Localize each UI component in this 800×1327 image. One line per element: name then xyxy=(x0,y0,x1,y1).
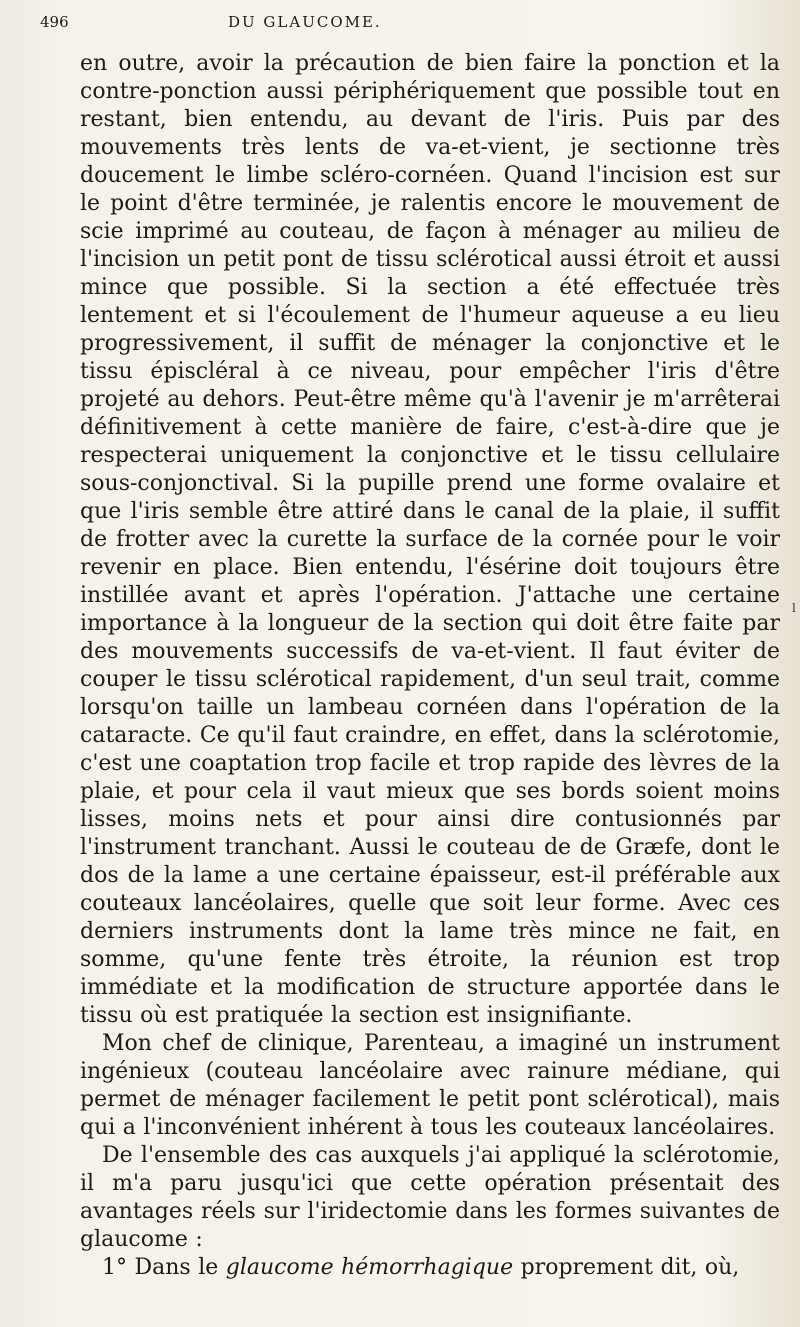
running-title: DU GLAUCOME. xyxy=(228,13,382,31)
page-number: 496 xyxy=(40,13,69,31)
paragraph-2: Mon chef de clinique, Parenteau, a imaginé un instrument ingénieux (couteau lancéolaire avec rainure médiane, qui permet de ménager facilement le petit pont sclérotical), mais qui a l'inconvénient inhérent à tous les couteaux lancéolaires. xyxy=(80,1031,780,1140)
paragraph-4-italic-term: glaucome hémorrhagique xyxy=(225,1255,514,1280)
running-head xyxy=(40,10,770,34)
paragraph-4-prefix: 1° Dans le xyxy=(102,1255,226,1280)
paragraph-1: en outre, avoir la précaution de bien faire la ponction et la contre-ponction aussi périphériquement que possible tout en restant, bien entendu, au devant de l'iris. Puis par des mouvements très lents de va-et-vient, je sectionne très doucement le limbe scléro-cornéen. Quand l'incision est sur le point d'être terminée, je ralentis encore le mouvement de scie imprimé au couteau, de façon à ménager au milieu de l'incision un petit pont de tissu sclérotical aussi étroit et aussi mince que possible. Si la section a été effectuée très lentement et si l'écoulement de l'humeur aqueuse a eu lieu progressivement, il suffit de ménager la conjonctive et le tissu épiscléral à ce niveau, pour empêcher l'iris d'être projeté au dehors. Peut-être même qu'à l'avenir je m'arrêterai définitivement à cette manière de faire, c'est-à-dire que je respecterai uniquement la conjonctive et le tissu cellulaire sous-conjonctival. Si la pupille prend une forme ovalaire et que l'iris semble être attiré dans le canal de la plaie, il suffit de frotter avec la curette la surface de la cornée pour le voir revenir en place. Bien entendu, l'ésérine doit toujours être instillée avant et après l'opération. J'attache une certaine importance à la longueur de la section qui doit être faite par des mouvements successifs de va-et-vient. Il faut éviter de couper le tissu sclérotical rapidement, d'un seul trait, comme lorsqu'on taille un lambeau cornéen dans l'opération de la cataracte. Ce qu'il faut craindre, en effet, dans la sclérotomie, c'est une coaptation trop facile et trop rapide des lèvres de la plaie, et pour cela il vaut mieux que ses bords soient moins lisses, moins nets et pour ainsi dire contusionnés par l'instrument tranchant. Aussi le couteau de de Græfe, dont le dos de la lame a une certaine épaisseur, est-il préférable aux couteaux lancéolaires, quelle que soit leur forme. Avec ces derniers instruments dont la lame très mince ne fait, en somme, qu'une fente très étroite, la réunion est trop immédiate et la modification de structure apportée dans le tissu où est pratiquée la section est insignifiante. xyxy=(80,51,780,1028)
paragraph-4-suffix: proprement dit, où, xyxy=(513,1255,740,1280)
paragraph-4 xyxy=(80,1254,780,1282)
edge-mark: l xyxy=(792,601,796,615)
page-body xyxy=(80,50,780,1282)
paragraph-3: De l'ensemble des cas auxquels j'ai appliqué la sclérotomie, il m'a paru jusqu'ici que cette opération présentait des avantages réels sur l'iridectomie dans les formes suivantes de glaucome : xyxy=(80,1143,780,1252)
